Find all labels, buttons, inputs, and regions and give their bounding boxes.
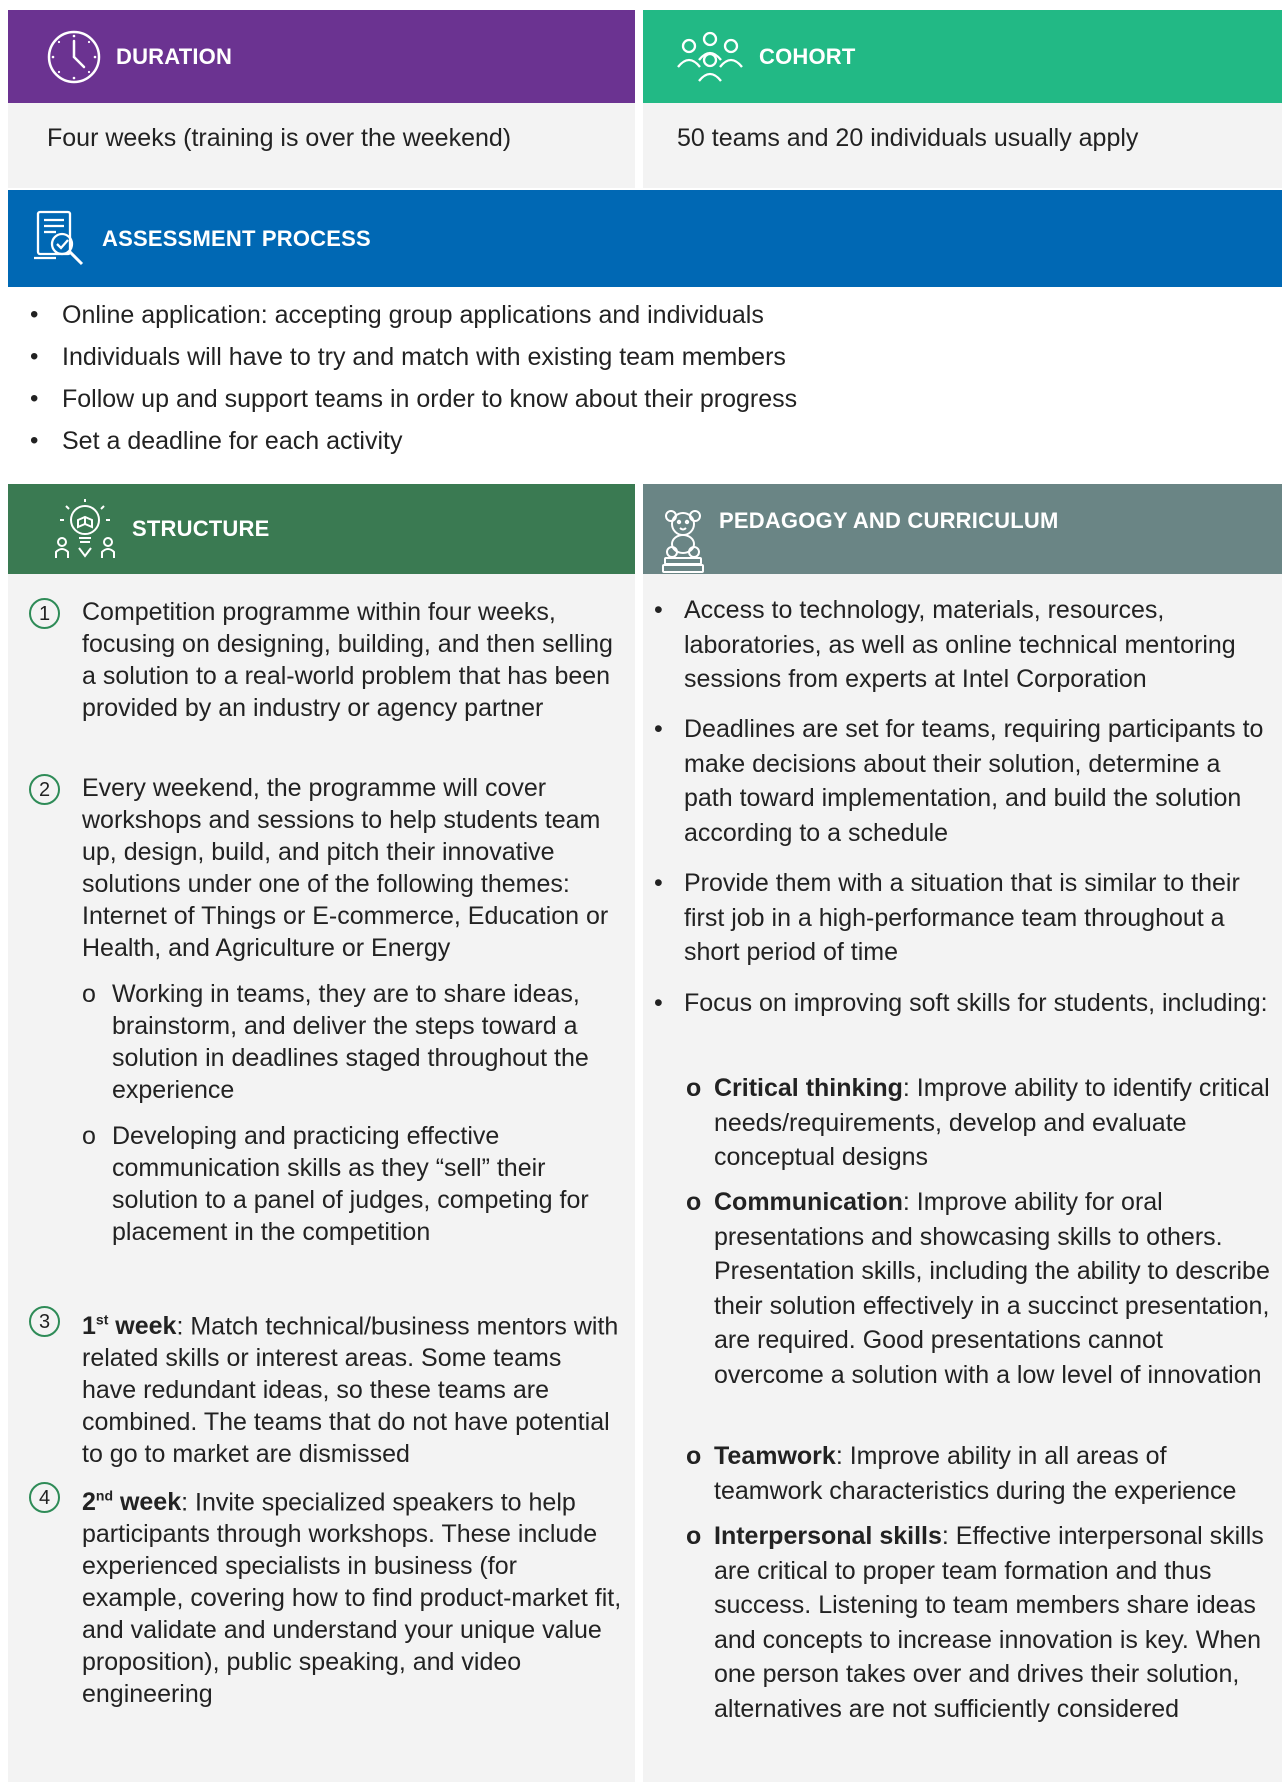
- pedagogy-item: • Access to technology, materials, resources, laboratories, as well as online technical mentoring sessions from experts at Intel Corporation: [654, 596, 1236, 693]
- list-item: • Set a deadline for each activity: [62, 420, 1262, 462]
- number-badge: 1: [29, 598, 60, 629]
- cohort-title: COHORT: [759, 43, 856, 69]
- assessment-title: ASSESSMENT PROCESS: [102, 225, 371, 251]
- document-search-icon: [32, 208, 88, 270]
- cohort-header: [643, 10, 1282, 103]
- structure-item-2: [38, 772, 622, 1248]
- pedagogy-title: PEDAGOGY AND CURRICULUM: [719, 508, 1059, 533]
- teddy-bear-books-icon: [661, 508, 705, 574]
- week-label: 2nd week: [82, 1488, 182, 1517]
- group-icon: [675, 30, 745, 84]
- list-item: • Individuals will have to try and match with existing team members: [62, 336, 1262, 378]
- assessment-list: [62, 294, 1262, 462]
- structure-item-1: [38, 596, 622, 724]
- structure-item-text: Competition programme within four weeks, focusing on designing, building, and then selling a solution to a real-world problem that has been provided by an industry or agency partner: [82, 598, 613, 722]
- pedagogy-sub-item: o Critical thinking: Improve ability to identify critical needs/requirements, develop and evaluate conceptual designs: [686, 1074, 1270, 1171]
- number-badge: 3: [29, 1306, 60, 1337]
- number-badge: 4: [29, 1482, 60, 1513]
- pedagogy-sub-item: o Communication: Improve ability for oral presentations and showcasing skills to others. Presentation skills, including the ability to describe their solution effectively in a succinct presentation, are required. Good presentations cannot overcome a solution with a low level of innovation: [686, 1188, 1270, 1389]
- structure-header: [8, 484, 635, 574]
- lightbulb-book-icon: [52, 496, 118, 562]
- structure-item-text: Every weekend, the programme will cover workshops and sessions to help students team up, design, build, and pitch their innovative solutions under one of the following themes: Internet of Things or E-commerce, Education or Health, and Agriculture or Energy: [82, 774, 609, 962]
- pedagogy-item: • Focus on improving soft skills for students, including:: [654, 989, 1268, 1017]
- cohort-text: 50 teams and 20 individuals usually apply: [677, 124, 1139, 152]
- sub-bullet: o: [82, 980, 96, 1008]
- list-item: • Follow up and support teams in order to know about their progress: [62, 378, 1262, 420]
- week-label: 1st week: [82, 1312, 177, 1341]
- structure-title: STRUCTURE: [132, 516, 270, 541]
- pedagogy-item: • Provide them with a situation that is similar to their first job in a high-performance team throughout a short period of time: [654, 869, 1240, 966]
- pedagogy-item: • Deadlines are set for teams, requiring participants to make decisions about their solution, determine a path toward implementation, and build the solution according to a schedule: [654, 715, 1264, 847]
- duration-text: Four weeks (training is over the weekend): [47, 124, 512, 152]
- assessment-header: [8, 190, 1282, 287]
- structure-sub-item: o Working in teams, they are to share ideas, brainstorm, and deliver the steps toward a solution in deadlines staged throughout the experience: [82, 980, 589, 1104]
- pedagogy-sub-item: o Interpersonal skills: Effective interpersonal skills are critical to proper team formation and thus success. Listening to team members share ideas and concepts to increase innovation is key. When one person takes over and drives their solution, alternatives are not sufficiently considered: [686, 1522, 1264, 1723]
- structure-item-text: : Invite specialized speakers to help participants through workshops. These include experienced specialists in business (for example, covering how to find product-market fit, and validate and understand your unique value proposition), public speaking, and video engineering: [82, 1488, 622, 1709]
- structure-item-text: : Match technical/business mentors with related skills or interest areas. Some teams have redundant ideas, so these teams are combined. The teams that do not have potential to go to market are dismissed: [82, 1312, 619, 1469]
- list-item: • Online application: accepting group applications and individuals: [62, 294, 1262, 336]
- duration-title: DURATION: [116, 43, 233, 69]
- structure-item-3: [38, 1304, 622, 1470]
- structure-sub-item: o Developing and practicing effective communication skills as they “sell” their solution to a panel of judges, competing for placement in the competition: [82, 1122, 589, 1246]
- pedagogy-header: [643, 484, 1282, 574]
- structure-item-4: [38, 1480, 622, 1710]
- duration-header: [8, 10, 635, 103]
- number-badge: 2: [29, 774, 60, 805]
- sub-bullet: o: [82, 1122, 96, 1150]
- clock-icon: [46, 29, 102, 85]
- pedagogy-sub-item: o Teamwork: Improve ability in all areas of teamwork characteristics during the experience: [686, 1442, 1237, 1505]
